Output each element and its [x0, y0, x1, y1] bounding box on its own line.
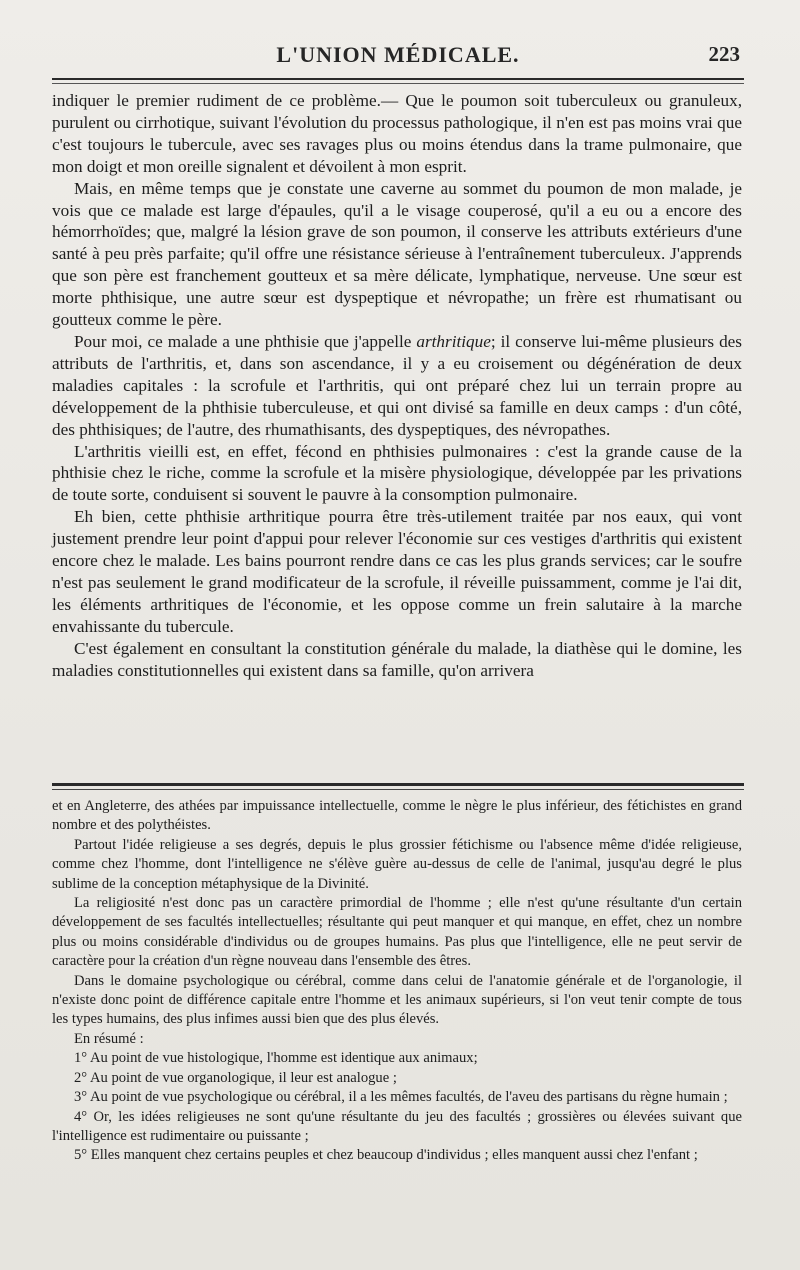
list-item: 2° Au point de vue organologique, il leur est analogue ;	[74, 1069, 397, 1086]
paragraph: Partout l'idée religieuse a ses degrés, depuis le plus grossier fétichisme ou l'absence même d'idée religieuse, comme chez l'homme, dont l'intelligence ne s'élève guère au-dessus de celle de l'animal, jusqu'au degré le plus sublime de la conception métaphysique de la Divinité.	[52, 836, 742, 892]
paragraph: Mais, en même temps que je constate une caverne au sommet du poumon de mon malade, je vois que ce malade est large d'épaules, qu'il a le visage couperosé, qu'il a eu ou a encore des hémorrhoïdes; que, malgré la lésion grave de son poumon, il conserve les attributs extérieurs d'une santé à peu près parfaite; qu'il offre une résistance sérieuse à l'entraînement tuberculeux. J'apprends que son père est franchement goutteux et sa mère délicate, lymphatique, nerveuse. Une sœur est morte phthisique, une autre sœur est dyspeptique et névropathe; un frère est rhumatisant ou goutteux comme le père.	[52, 178, 742, 330]
header-rule-thin	[52, 83, 744, 84]
paragraph-text: Pour moi, ce malade a une phthisie que j'appelle	[74, 331, 417, 351]
list-item: 3° Au point de vue psychologique ou cérébral, il a les mêmes facultés, de l'aveu des partisans du règne humain ;	[74, 1089, 728, 1106]
paragraph-text: ; il conserve lui-même plusieurs des attributs de l'arthritis, et, dans son ascendance, il y a eu croisement ou dégénération de deux maladies capitales : la scrofule et l'arthritis, qui ont préparé chez lui un terrain propre au développement de la phthisie tuberculeuse, et qui ont divisé sa famille en deux camps : d'un côté, des phthisiques; de l'autre, des rhumathisants, des dyspeptiques, des névropathes.	[52, 331, 742, 439]
paragraph: et en Angleterre, des athées par impuissance intellectuelle, comme le nègre le plus inférieur, des fétichistes en grand nombre et des polythéistes.	[52, 798, 742, 834]
paragraph: C'est également en consultant la constitution générale du malade, la diathèse qui le domine, les maladies constitutionnelles qui existent dans sa famille, qu'on arrivera	[52, 638, 742, 680]
feuilleton-text	[52, 797, 742, 1166]
section-separator-thin	[52, 789, 744, 790]
paragraph: La religiosité n'est donc pas un caractère primordial de l'homme ; elle n'est qu'une résultante d'un certain développement de ses facultés intellectuelles; résultante qui peut manquer et qui manque, en effet, chez un nombre plus ou moins considérable d'individus ou de groupes humains. Pas plus que l'intelligence, elle ne peut servir de caractère pour la création d'un règne nouveau dans l'ensemble des êtres.	[52, 895, 742, 970]
list-item: 1° Au point de vue histologique, l'homme est identique aux animaux;	[74, 1050, 478, 1067]
summary-heading: En résumé :	[74, 1030, 144, 1047]
main-body-text	[52, 90, 742, 681]
paragraph: Dans le domaine psychologique ou cérébral, comme dans celui de l'anatomie générale et de l'organologie, il n'existe donc point de différence capitale entre l'homme et les animaux supérieurs, si l'on veut tenir compte de tous les types humains, des plus infimes aussi bien que des plus élevés.	[52, 972, 742, 1028]
paragraph: Eh bien, cette phthisie arthritique pourra être très-utilement traitée par nos eaux, qui vont justement prendre leur point d'appui pour relever l'économie sur ces vestiges d'arthritis qui existent encore chez le malade. Les bains pourront rendre dans ce cas les plus grands services; car le soufre n'est pas seulement le grand modificateur de la scrofule, il réveille puissamment, comme je l'ai dit, les éléments arthritiques de l'économie, et les oppose comme un frein salutaire à la marche envahissante du tubercule.	[52, 507, 742, 636]
section-separator	[52, 783, 744, 786]
paragraph	[52, 331, 742, 441]
list-item: 4° Or, les idées religieuses ne sont qu'une résultante du jeu des facultés ; grossières ou élevées suivant que l'intelligence est rudimentaire ou puissante ;	[52, 1108, 742, 1144]
running-title: L'UNION MÉDICALE.	[276, 42, 520, 67]
paragraph: L'arthritis vieilli est, en effet, fécond en phthisies pulmonaires : c'est la grande cause de la phthisie chez le riche, comme la scrofule et la misère physiologique, développée par les privations de toute sorte, conduisent si souvent le pauvre à la consomption pulmonaire.	[52, 441, 742, 505]
emphasis-term: arthritique	[416, 331, 491, 351]
list-item: 5° Elles manquent chez certains peuples et chez beaucoup d'individus ; elles manquent aussi chez l'enfant ;	[74, 1147, 698, 1164]
page-header	[52, 42, 744, 78]
header-rule	[52, 78, 744, 80]
page-number: 223	[708, 42, 740, 66]
paragraph: indiquer le premier rudiment de ce problème.— Que le poumon soit tuberculeux ou granuleux, purulent ou cirrhotique, suivant l'évolution du processus pathologique, il n'en est pas moins vrai que c'est toujours le tubercule, avec ses ravages plus ou moins étendus dans la trame pulmonaire, que mon doigt et mon oreille signalent et dévoilent à mon esprit.	[52, 91, 742, 176]
